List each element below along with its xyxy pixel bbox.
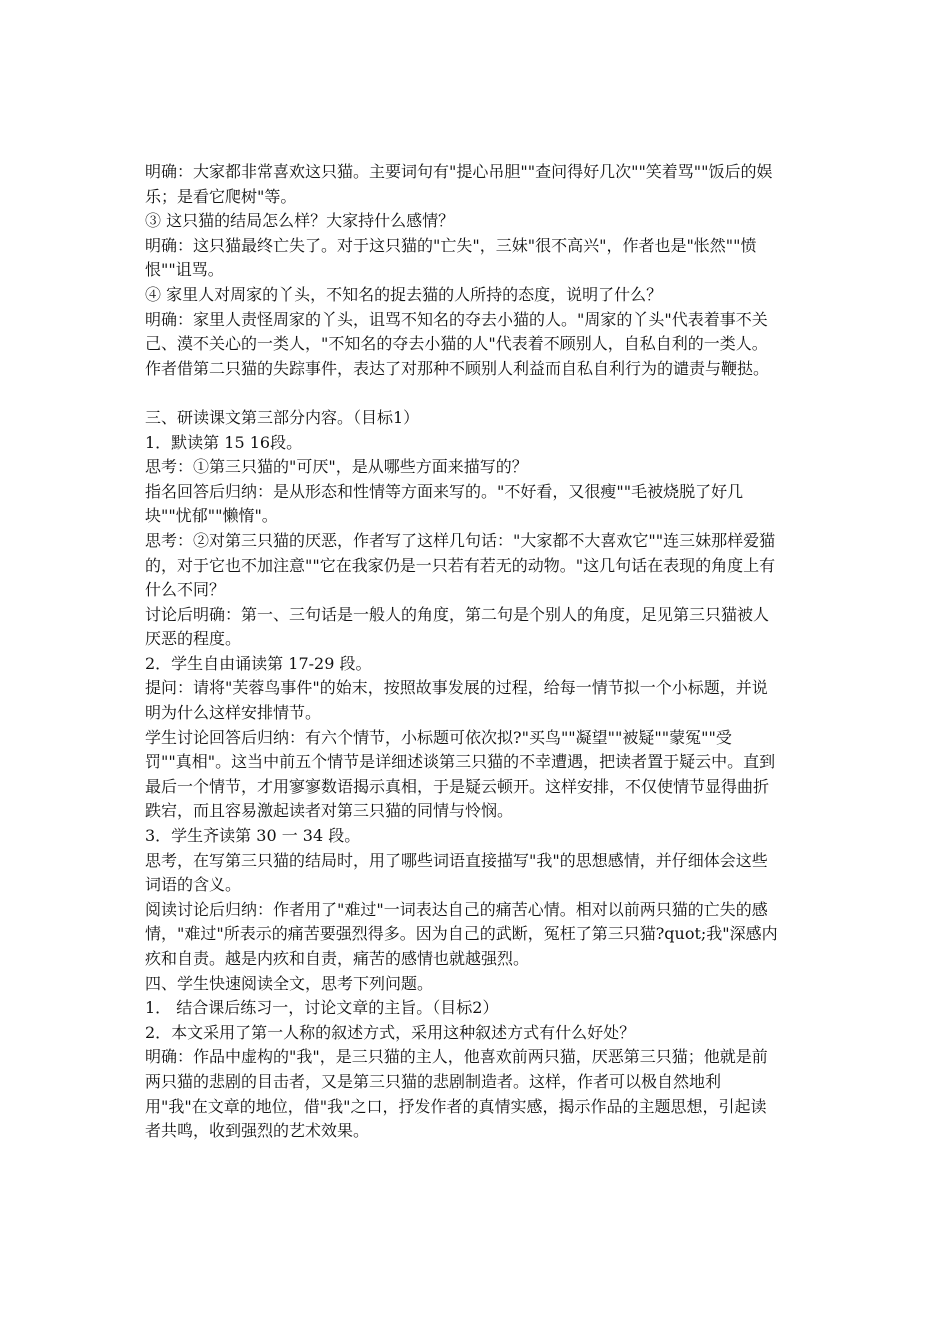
text-line: 2．学生自由诵读第 17-29 段。: [145, 653, 372, 673]
text-line: 明确：这只猫最终亡失了。对于这只猫的"亡失"，三妹"很不高兴"，作者也是"怅然""愤: [145, 235, 757, 255]
text-line: ③ 这只猫的结局怎么样？大家持什么感情？: [145, 211, 455, 231]
text-line: 词语的含义。: [145, 875, 242, 895]
text-line: 提问：请将"芙蓉鸟事件"的始末，按照故事发展的过程，给每一情节拟一个小标题，并说: [145, 678, 768, 698]
text-line: 乐；是看它爬树"等。: [145, 186, 297, 206]
text-line: 什么不同？: [145, 580, 226, 600]
text-line: 最后一个情节，才用寥寥数语揭示真相，于是疑云顿开。这样安排，不仅使情节显得曲折: [145, 776, 770, 796]
paragraph-gap: [145, 381, 810, 406]
text-line: 两只猫的悲剧的目击者，又是第三只猫的悲剧制造者。这样，作者可以极自然地利: [145, 1071, 722, 1091]
text-line: 疚和自责。越是内疚和自责，痛苦的感情也就越强烈。: [145, 949, 530, 968]
text-line: 明确：大家都非常喜欢这只猫。主要词句有"提心吊胆""查问得好几次""笑着骂""饭后的娱: [145, 162, 773, 181]
text-line: 1． 结合课后练习一，讨论文章的主旨。（目标2）: [145, 998, 499, 1018]
text-line: 讨论后明确：第一、三句话是一般人的角度，第二句是个别人的角度，足见第三只猫被人: [145, 604, 770, 624]
text-line: 2．本文采用了第一人称的叙述方式，采用这种叙述方式有什么好处？: [145, 1022, 636, 1042]
text-line: 罚""真相"。这当中前五个情节是详细述谈第三只猫的不幸遭遇，把读者置于疑云中。直到: [145, 752, 776, 772]
text-line: 己、漠不关心的一类人，"不知名的夺去小猫的人"代表着不顾别人，自私自利的一类人。: [145, 334, 768, 354]
text-line: 作者借第二只猫的失踪事件，表达了对那种不顾别人利益而自私自利行为的谴责与鞭挞。: [145, 358, 770, 378]
text-line: 明确：家里人责怪周家的丫头，诅骂不知名的夺去小猫的人。"周家的丫头"代表着事不关: [145, 309, 768, 329]
text-line: 情，"难过"所表示的痛苦要强烈得多。因为自己的武断，冤枉了第三只猫?quot;我"深感内: [145, 924, 778, 944]
text-line: 阅读讨论后归纳：作者用了"难过"一词表达自己的痛苦心情。相对以前两只猫的亡失的感: [145, 899, 768, 919]
section-heading: 三、研读课文第三部分内容。（目标1）: [145, 407, 420, 427]
section-heading: 四、学生快速阅读全文，思考下列问题。: [145, 973, 434, 993]
document-body: [145, 160, 810, 1144]
text-line: 思考：②对第三只猫的厌恶，作者写了这样几句话："大家都不大喜欢它""连三妹那样爱猫: [145, 530, 776, 550]
text-line: 厌恶的程度。: [145, 629, 242, 649]
text-line: ④ 家里人对周家的丫头，不知名的捉去猫的人所持的态度，说明了什么？: [145, 284, 663, 304]
text-line: 块""忧郁""懒惰"。: [145, 506, 278, 526]
text-line: 1．默读第 15 16段。: [145, 432, 303, 452]
text-line: 者共鸣，收到强烈的艺术效果。: [145, 1121, 370, 1141]
text-line: 思考，在写第三只猫的结局时，用了哪些词语直接描写"我"的思想感情，并仔细体会这些: [145, 850, 768, 870]
text-line: 用"我"在文章的地位，借"我"之口，抒发作者的真情实感，揭示作品的主题思想，引起读: [145, 1096, 767, 1116]
text-line: 明为什么这样安排情节。: [145, 703, 322, 723]
text-line: 恨""诅骂。: [145, 260, 224, 280]
text-line: 的，对于它也不加注意""它在我家仍是一只若有若无的动物。"这几句话在表现的角度上有: [145, 555, 776, 575]
text-line: 指名回答后归纳：是从形态和性情等方面来写的。"不好看，又很瘦""毛被烧脱了好几: [145, 481, 744, 501]
text-line: 3．学生齐读第 30 一 34 段。: [145, 826, 361, 846]
text-line: 跌宕，而且容易激起读者对第三只猫的同情与怜悯。: [145, 801, 514, 821]
text-line: 学生讨论回答后归纳：有六个情节，小标题可依次拟?"买鸟""凝望""被疑""蒙冤""受: [145, 727, 732, 747]
text-line: 思考：①第三只猫的"可厌"，是从哪些方面来描写的？: [145, 457, 528, 477]
text-line: 明确：作品中虚构的"我"，是三只猫的主人，他喜欢前两只猫，厌恶第三只猫；他就是前: [145, 1047, 768, 1067]
